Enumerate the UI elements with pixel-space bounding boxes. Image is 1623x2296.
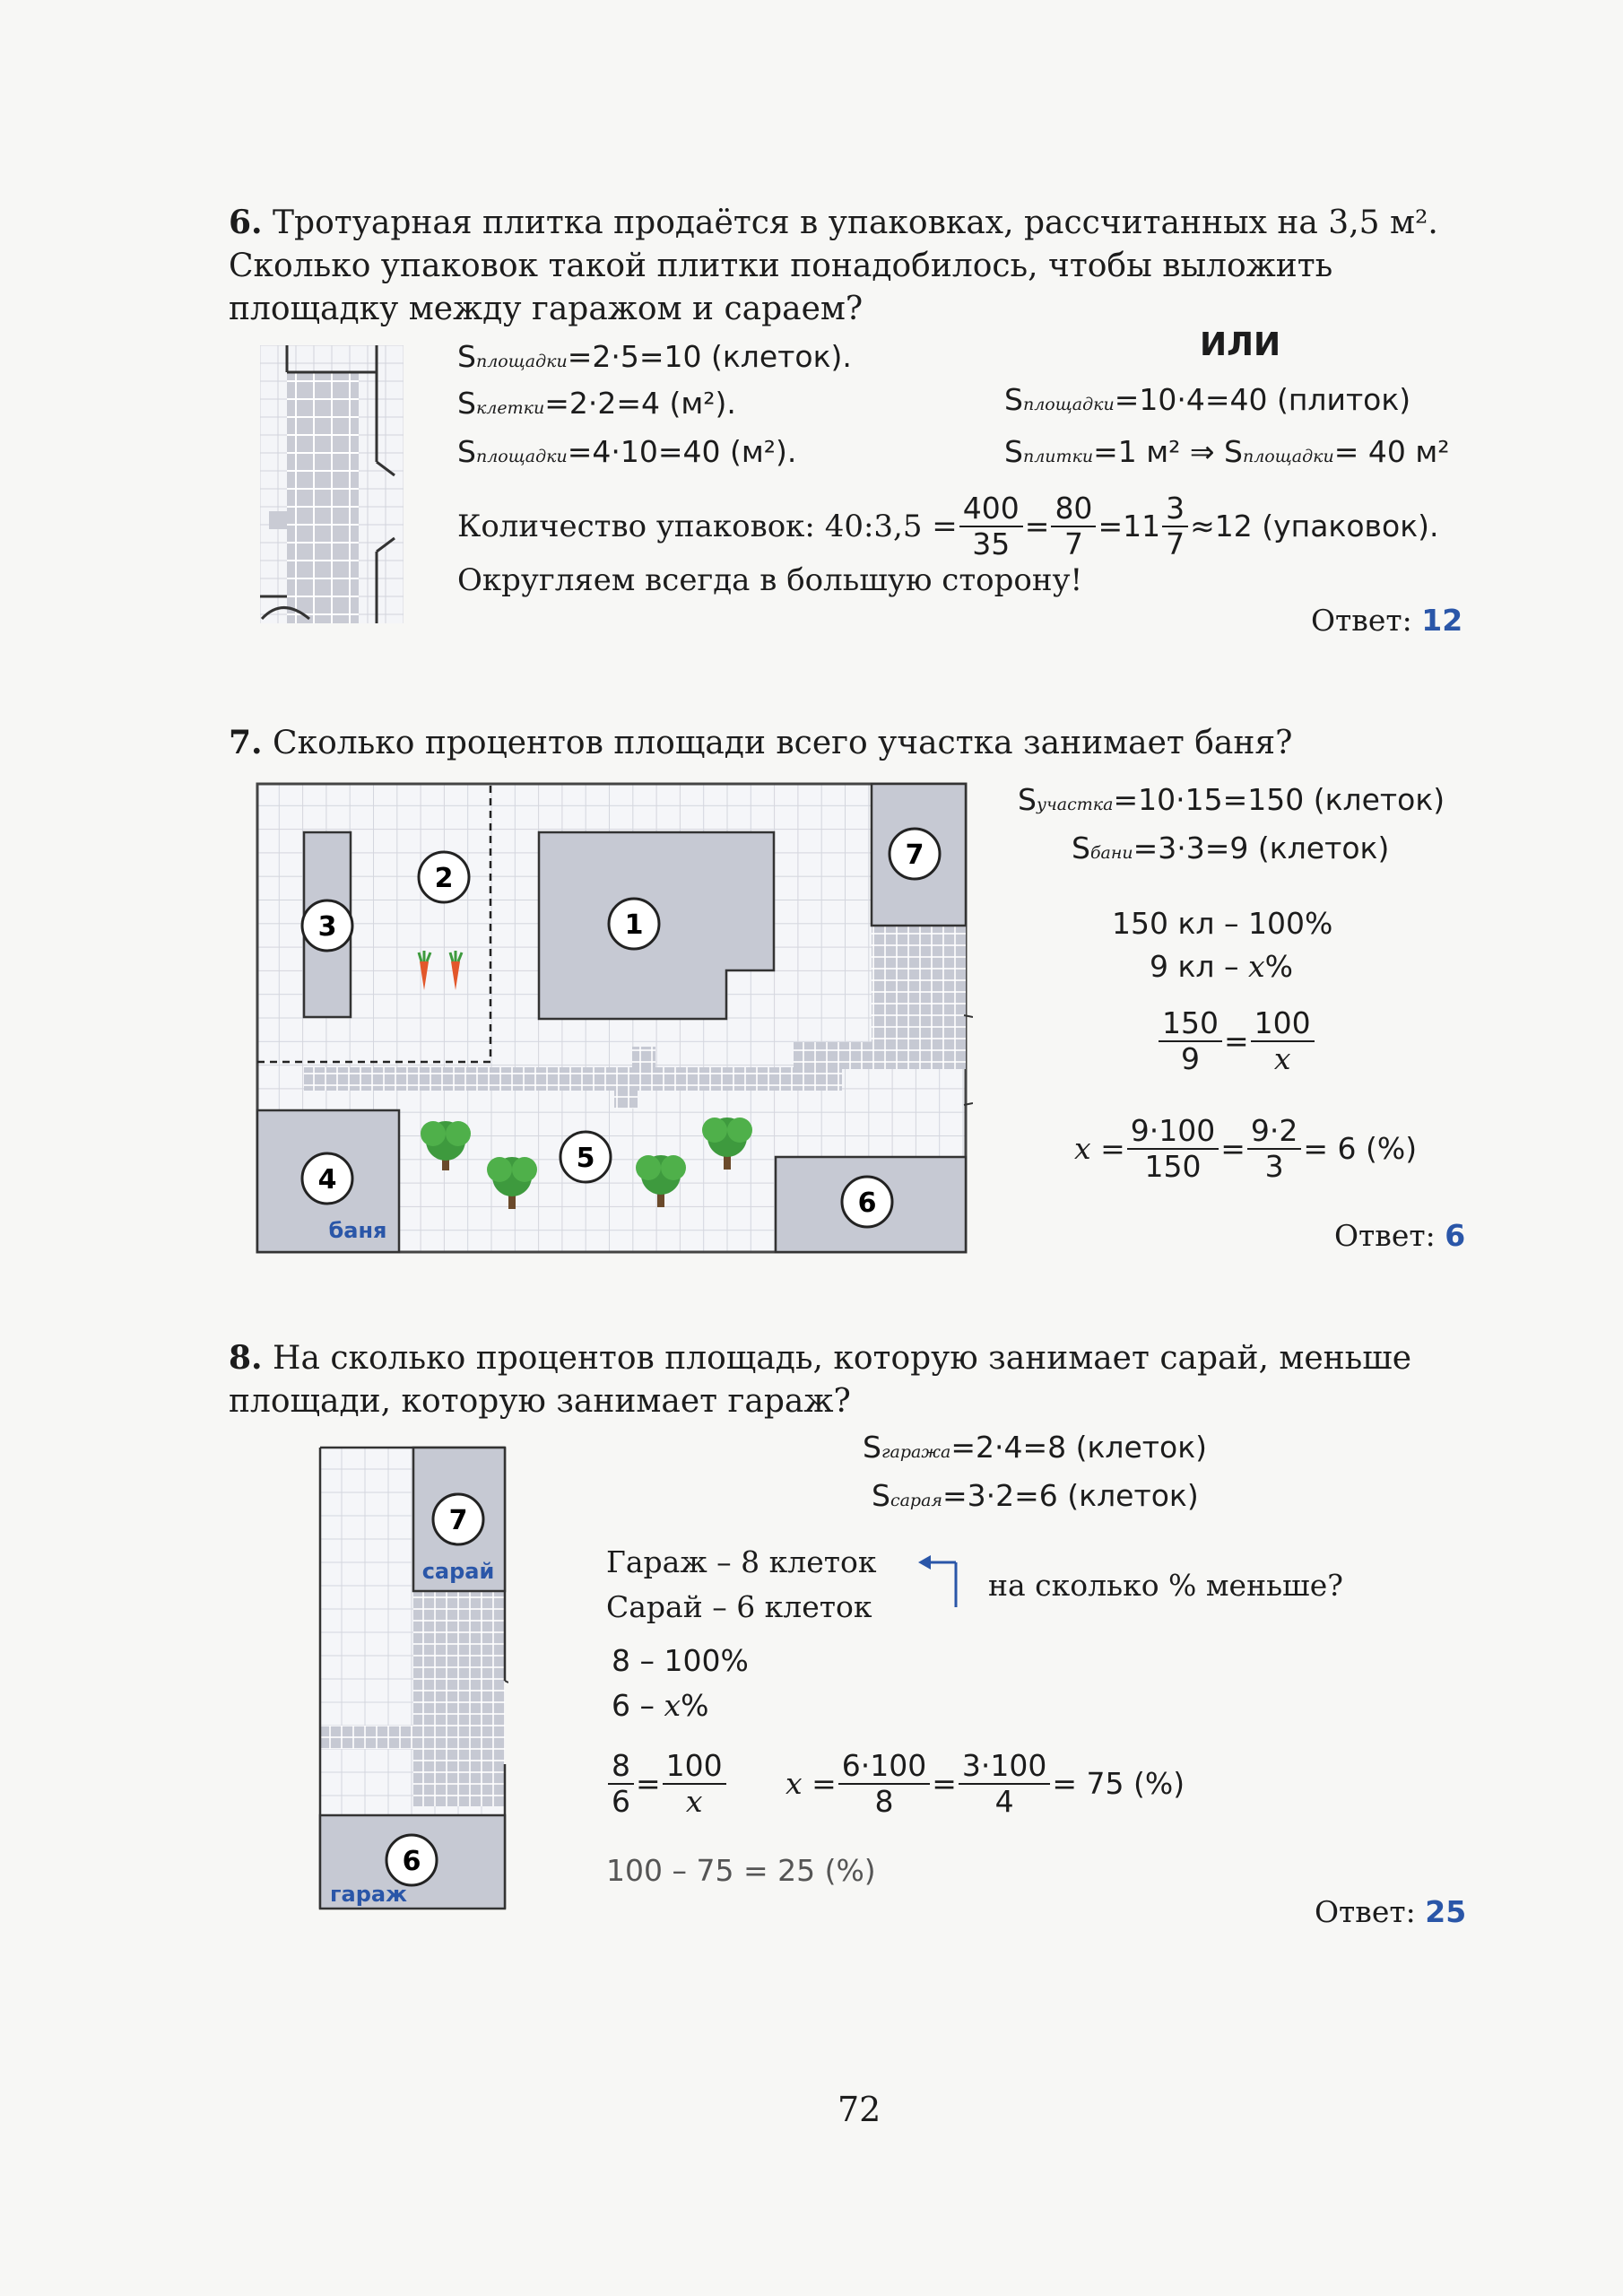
- p8-equation-1: $\frac{8}{6}$ = $\frac{100}{x}$: [606, 1749, 728, 1819]
- p8-line-1: Sгаража=2·4=8 (клеток): [863, 1430, 1208, 1465]
- map-label-7: [890, 829, 940, 879]
- svg-text:6: 6: [402, 1846, 421, 1877]
- p8-difference: 100 – 75 = 25 (%): [606, 1853, 876, 1888]
- svg-text:2: 2: [434, 863, 454, 894]
- bracket-arrow-icon: [916, 1544, 961, 1609]
- svg-text:7: 7: [905, 839, 924, 871]
- p8-proportion-1: 8 – 100%: [612, 1643, 749, 1678]
- p7-answer: Ответ: 6: [1334, 1218, 1466, 1253]
- p7-proportion-1: 150 кл – 100%: [1112, 906, 1333, 941]
- map-label-1: [609, 899, 659, 949]
- svg-text:7: 7: [448, 1505, 468, 1536]
- problem-6-statement: [229, 201, 1484, 331]
- svg-text:4: 4: [317, 1164, 337, 1196]
- p8-equation-2: x = $\frac{6\cdot 100}{8}$ = $\frac{3\cdot 100}{4}$ = 75 (%): [785, 1748, 1185, 1819]
- problem-6-number: 6.: [229, 204, 263, 241]
- p8-proportion-2: 6 – x%: [612, 1688, 709, 1723]
- p6-round-note: Округляем всегда в большую сторону!: [457, 562, 1083, 598]
- p6-line-1: Sплощадки=2·5=10 (клеток).: [457, 339, 852, 374]
- map-label-5: [560, 1132, 611, 1182]
- fraction-80-7: $\frac{80}{7}$: [1051, 491, 1096, 561]
- svg-text:1: 1: [624, 909, 644, 941]
- svg-text:5: 5: [576, 1143, 595, 1174]
- p8-map-label-7: [433, 1494, 483, 1544]
- garazh-label: гараж: [330, 1882, 407, 1907]
- p7-proportion-2: 9 кл – x%: [1150, 949, 1293, 984]
- problem-8-number: 8.: [229, 1339, 263, 1377]
- p7-equation-2: x = $\frac{9\cdot 100}{150}$ = $\frac{9\cdot 2}{3}$ = 6 (%): [1074, 1113, 1418, 1184]
- p8-compare-2: Сарай – 6 клеток: [606, 1589, 872, 1624]
- problem-8-statement: [229, 1336, 1493, 1423]
- problem-7-number: 7.: [229, 724, 263, 761]
- map-label-3: [302, 900, 352, 951]
- p7-line-1: Sучастка=10·15=150 (клеток): [1018, 782, 1445, 817]
- fraction-3-7: $\frac{3}{7}$: [1162, 491, 1188, 561]
- problem-6-text: Тротуарная плитка продаётся в упаковках, рассчитанных на 3,5 м². Сколько упаковок такой плитки понадобилось, чтобы выложить площадку между гаражом и сараем?: [229, 204, 1438, 327]
- p6-or-label: ИЛИ: [1200, 326, 1281, 363]
- problem-8-text: На сколько процентов площадь, которую занимает сарай, меньше площади, которую занимает гараж?: [229, 1340, 1412, 1420]
- problem-7-text: Сколько процентов площади всего участка занимает баня?: [273, 725, 1293, 761]
- p8-line-2: Sсарая=3·2=6 (клеток): [872, 1478, 1199, 1513]
- p6-answer: Ответ: 12: [1311, 603, 1463, 638]
- problem-6-diagram: [260, 345, 404, 623]
- svg-text:6: 6: [857, 1187, 877, 1219]
- map-label-4: [302, 1153, 352, 1204]
- page-number: 72: [838, 2090, 881, 2129]
- p8-answer: Ответ: 25: [1315, 1894, 1467, 1929]
- p6-alt-line-1: Sплощадки=10·4=40 (плиток): [1004, 382, 1411, 417]
- p6-alt-line-2: Sплитки=1 м² ⇒ Sплощадки= 40 м²: [1004, 434, 1450, 469]
- p8-map-label-6: [386, 1835, 437, 1885]
- tile-path-horizontal: [304, 1067, 842, 1091]
- problem-7-statement: [229, 721, 1484, 765]
- svg-text:3: 3: [317, 911, 337, 943]
- plot-map: [256, 782, 973, 1256]
- p8-diagram: [318, 1446, 508, 1910]
- map-label-6: [842, 1177, 892, 1227]
- p7-equation-1: $\frac{150}{9}$ = $\frac{100}{x}$: [1157, 1006, 1316, 1076]
- p6-line-3: Sплощадки=4·10=40 (м²).: [457, 434, 797, 469]
- p8-compare-1: Гараж – 8 клеток: [606, 1544, 877, 1579]
- banya-label: баня: [328, 1218, 387, 1243]
- p8-question: на сколько % меньше?: [988, 1568, 1343, 1603]
- p7-line-2: Sбани=3·3=9 (клеток): [1072, 831, 1390, 865]
- tile-path-vertical: [872, 926, 966, 1069]
- p6-count-line: Количество упаковок: 40:3,5 = $\frac{400}{35}$ = $\frac{80}{7}$ = 11 $\frac{3}{7}$ ≈12 (упаковок).: [457, 491, 1439, 561]
- saray-label: сарай: [421, 1559, 495, 1584]
- map-label-2: [419, 852, 469, 902]
- fraction-400-35: $\frac{400}{35}$: [959, 491, 1023, 561]
- p6-line-2: Sклетки=2·2=4 (м²).: [457, 386, 736, 421]
